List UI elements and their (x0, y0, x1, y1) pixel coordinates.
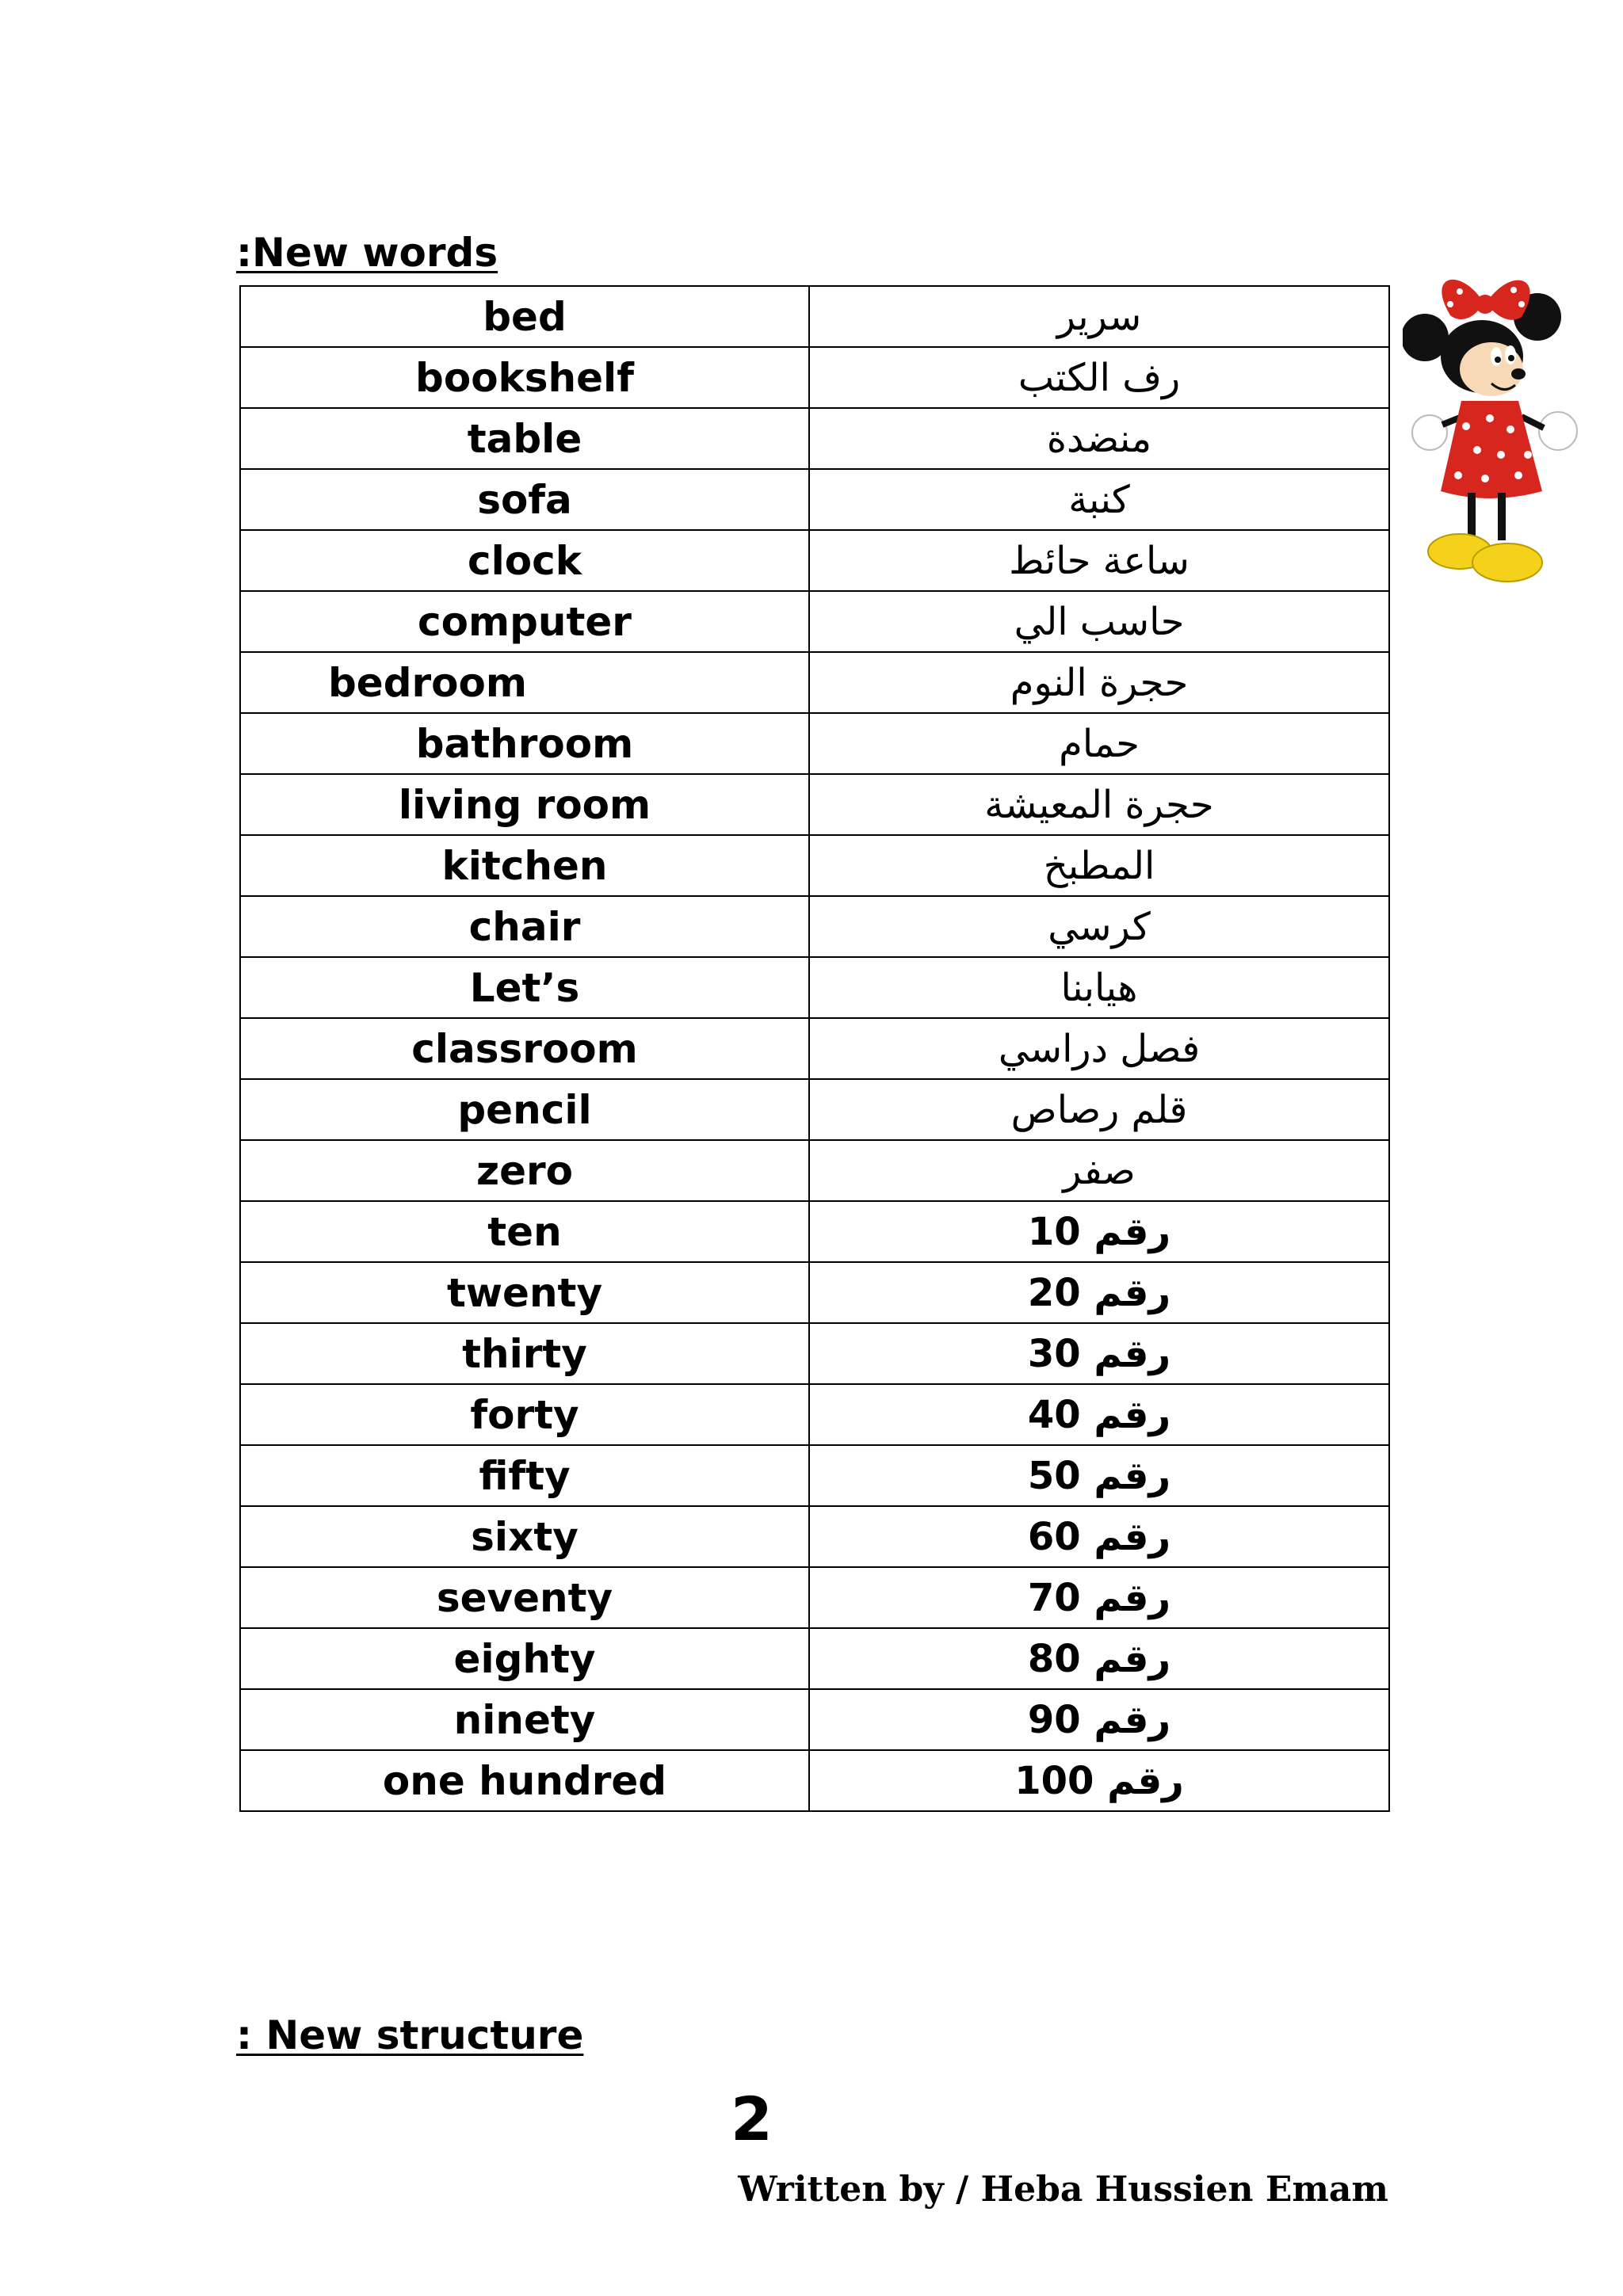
english-word: kitchen (240, 835, 809, 896)
english-word: pencil (240, 1079, 809, 1140)
arabic-translation: رقم 10 (809, 1201, 1389, 1262)
english-word: thirty (240, 1323, 809, 1384)
vocab-row (240, 652, 1389, 713)
english-word: sixty (240, 1506, 809, 1567)
arabic-translation: رف الكتب (809, 347, 1389, 408)
vocab-row (240, 1506, 1389, 1567)
vocab-row (240, 530, 1389, 591)
english-word: clock (240, 530, 809, 591)
arabic-translation: رقم 50 (809, 1445, 1389, 1506)
english-word: zero (240, 1140, 809, 1201)
arabic-translation: قلم رصاص (809, 1079, 1389, 1140)
english-word: Let’s (240, 957, 809, 1018)
arabic-translation: رقم 20 (809, 1262, 1389, 1323)
vocab-row (240, 1445, 1389, 1506)
english-word: forty (240, 1384, 809, 1445)
english-word: sofa (240, 469, 809, 530)
english-word: bedroom (240, 652, 809, 713)
vocab-row (240, 1018, 1389, 1079)
arabic-translation: رقم 30 (809, 1323, 1389, 1384)
english-word: table (240, 408, 809, 469)
vocab-row (240, 957, 1389, 1018)
arabic-translation: حمام (809, 713, 1389, 774)
vocab-row (240, 286, 1389, 347)
vocabulary-table (239, 285, 1390, 1812)
arabic-translation: رقم 70 (809, 1567, 1389, 1628)
arabic-translation: فصل دراسي (809, 1018, 1389, 1079)
english-word: computer (240, 591, 809, 652)
english-word: seventy (240, 1567, 809, 1628)
vocab-row (240, 835, 1389, 896)
arabic-translation: رقم 100 (809, 1750, 1389, 1811)
english-word: ten (240, 1201, 809, 1262)
arabic-translation: رقم 60 (809, 1506, 1389, 1567)
english-word: bed (240, 286, 809, 347)
vocab-row (240, 1323, 1389, 1384)
arabic-translation: كرسي (809, 896, 1389, 957)
arabic-translation: حجرة النوم (809, 652, 1389, 713)
page-number: 2 (731, 2084, 773, 2154)
english-word: twenty (240, 1262, 809, 1323)
vocab-row (240, 1689, 1389, 1750)
vocab-row (240, 1750, 1389, 1811)
arabic-translation: المطبخ (809, 835, 1389, 896)
english-word: living room (240, 774, 809, 835)
arabic-translation: ساعة حائط (809, 530, 1389, 591)
vocab-row (240, 1628, 1389, 1689)
arabic-translation: صفر (809, 1140, 1389, 1201)
arabic-translation: هيابنا (809, 957, 1389, 1018)
vocab-row (240, 1201, 1389, 1262)
vocab-row (240, 347, 1389, 408)
english-word: bathroom (240, 713, 809, 774)
cartoon-mouse-character-icon (1403, 268, 1585, 593)
english-word: one hundred (240, 1750, 809, 1811)
english-word: classroom (240, 1018, 809, 1079)
vocab-row (240, 591, 1389, 652)
arabic-translation: حجرة المعيشة (809, 774, 1389, 835)
arabic-translation: رقم 90 (809, 1689, 1389, 1750)
author-credit: Written by / Heba Hussien Emam (738, 2169, 1388, 2210)
vocab-row (240, 713, 1389, 774)
vocab-row (240, 1140, 1389, 1201)
arabic-translation: رقم 40 (809, 1384, 1389, 1445)
vocab-row (240, 774, 1389, 835)
vocab-row (240, 1567, 1389, 1628)
vocab-row (240, 408, 1389, 469)
english-word: ninety (240, 1689, 809, 1750)
english-word: fifty (240, 1445, 809, 1506)
new-words-heading: :New words (236, 230, 498, 276)
arabic-translation: حاسب الي (809, 591, 1389, 652)
arabic-translation: رقم 80 (809, 1628, 1389, 1689)
arabic-translation: كنبة (809, 469, 1389, 530)
vocab-row (240, 896, 1389, 957)
vocab-row (240, 1262, 1389, 1323)
vocab-row (240, 1079, 1389, 1140)
arabic-translation: منضدة (809, 408, 1389, 469)
arabic-translation: سرير (809, 286, 1389, 347)
english-word: chair (240, 896, 809, 957)
english-word: bookshelf (240, 347, 809, 408)
vocab-row (240, 1384, 1389, 1445)
new-structure-heading: : New structure (236, 2012, 584, 2058)
vocab-row (240, 469, 1389, 530)
english-word: eighty (240, 1628, 809, 1689)
